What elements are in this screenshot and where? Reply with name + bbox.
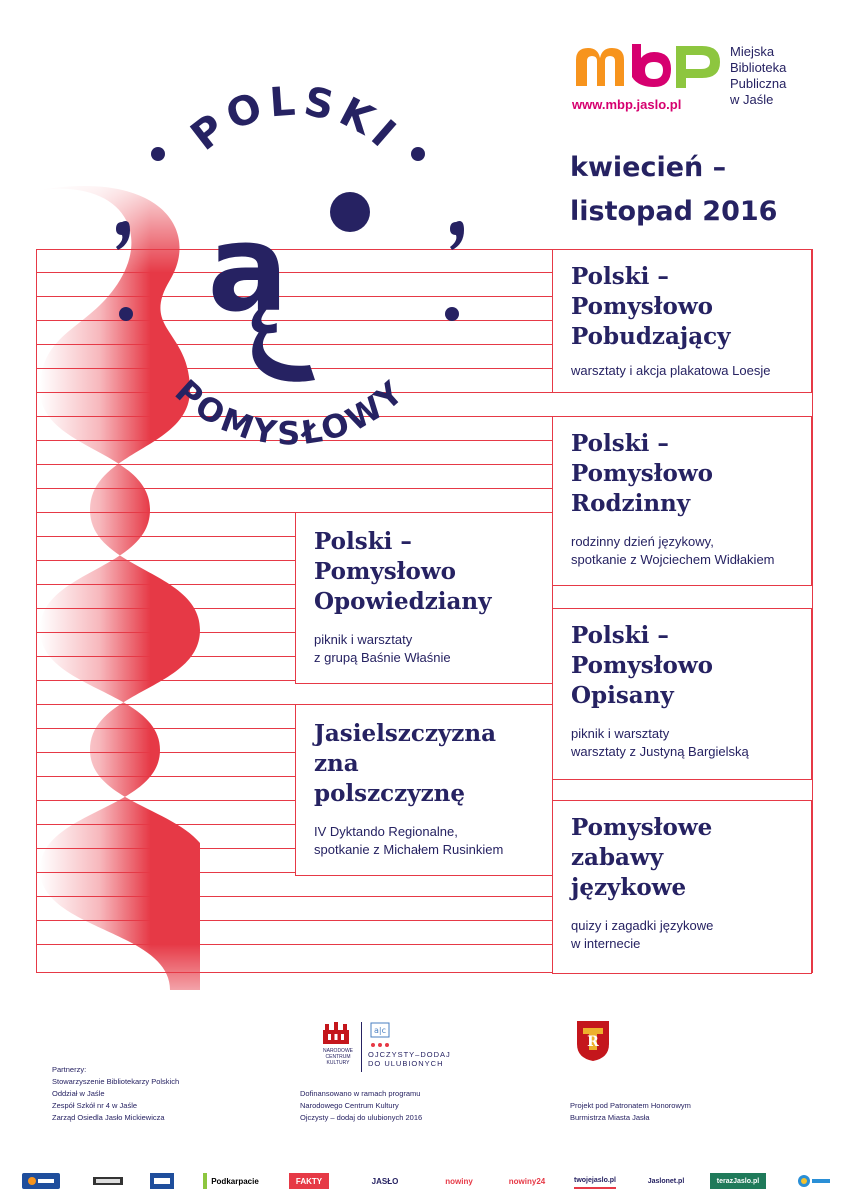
emblem-comma	[450, 221, 464, 250]
partners-text: Partnerzy: Stowarzyszenie Bibliotekarzy Polskich Oddział w Jaśle Zespół Szkół nr 4 w Jaśle Zarząd Osiedla Jasło Mickiewicza	[52, 1065, 180, 1122]
sponsor-logo: terazJaslo.pl	[710, 1173, 766, 1189]
library-logo[interactable]	[572, 42, 722, 110]
sponsor-logo	[22, 1173, 60, 1189]
sponsor-logo	[150, 1173, 174, 1189]
event-title: Polski – Pomysłowo Opisany	[571, 622, 713, 709]
emblem-dot	[330, 192, 370, 232]
patronage-text: Projekt pod Patronatem Honorowym Burmistrza Miasta Jasła	[570, 1101, 691, 1122]
event-desc: quizy i zagadki językowe w internecie	[571, 918, 714, 951]
ojczysty-logo-text: OJCZYSTY–DODAJ DO ULUBIONYCH	[368, 1050, 451, 1068]
event-box	[552, 608, 812, 780]
event-desc: IV Dyktando Regionalne, spotkanie z Michałem Rusinkiem	[314, 824, 504, 857]
event-desc: warsztaty i akcja plakatowa Loesje	[571, 363, 771, 378]
sponsor-logo	[796, 1173, 832, 1189]
event-desc: piknik i warsztaty z grupą Baśnie Właśnie	[314, 632, 451, 665]
ojczysty-dots-icon	[370, 1042, 390, 1048]
svg-text:POMYSŁOWY	[168, 372, 413, 450]
emblem-top-word: POLSKI	[182, 80, 409, 161]
jaslo-coat-of-arms-icon	[576, 1020, 610, 1062]
emblem-dot	[411, 147, 425, 161]
sponsor-logo: twojejaslo.pl	[574, 1173, 616, 1189]
sponsor-logo: JASŁO	[371, 1176, 399, 1186]
library-url[interactable]: www.mbp.jaslo.pl	[572, 97, 682, 112]
sponsor-logo: Podkarpacie	[203, 1173, 263, 1189]
event-desc: rodzinny dzień językowy, spotkanie z Wojciechem Widłakiem	[571, 534, 775, 567]
date-range: kwiecień – listopad 2016	[570, 152, 778, 227]
sponsor-logo: FAKTY	[289, 1173, 329, 1189]
sponsor-logo: nowiny24	[508, 1176, 546, 1186]
event-box	[552, 249, 812, 393]
event-box	[552, 416, 812, 586]
sponsor-logo	[92, 1173, 124, 1189]
ojczysty-heart-icon	[370, 1022, 390, 1038]
svg-text:a|c: a|c	[374, 1026, 386, 1035]
emblem-dot	[119, 307, 133, 321]
emblem-center-glyph: ą	[207, 200, 289, 339]
svg-text:R: R	[587, 1034, 599, 1050]
event-title: Polski – Pomysłowo Rodzinny	[571, 430, 713, 517]
emblem-dot	[151, 147, 165, 161]
emblem-dot	[445, 307, 459, 321]
nck-crown-icon	[323, 1022, 349, 1044]
event-box	[295, 704, 553, 876]
event-desc: piknik i warsztaty warsztaty z Justyną Bargielską	[571, 726, 749, 759]
library-name: Miejska Biblioteka Publiczna w Jaśle	[730, 44, 787, 107]
event-box	[295, 512, 553, 684]
ojczysty-logo	[368, 1022, 478, 1068]
nck-logo-text: NARODOWE CENTRUM KULTURY	[323, 1048, 353, 1066]
emblem-bottom-word: POMYSŁOWY	[167, 372, 413, 450]
event-title: Polski – Pomysłowo Pobudzający	[571, 263, 731, 350]
nck-logo	[318, 1022, 358, 1066]
sponsor-logo: Jaslonet.pl	[647, 1177, 685, 1185]
event-title: Jasielszczyzna zna polszczyznę	[314, 720, 496, 807]
event-title: Pomysłowe zabawy językowe	[571, 814, 713, 901]
emblem-comma	[116, 221, 130, 250]
svg-text:POLSKI	[183, 80, 409, 160]
mbp-logo-graphic	[572, 42, 722, 90]
event-title: Polski – Pomysłowo Opowiedziany	[314, 528, 492, 615]
funding-text: Dofinansowano w ramach programu Narodowego Centrum Kultury Ojczysty – dodaj do ulubionych 2016	[300, 1089, 423, 1122]
polski-pomyslowy-emblem	[100, 80, 480, 450]
sponsor-logo: nowiny	[445, 1176, 473, 1186]
logo-divider	[361, 1022, 362, 1072]
event-box	[552, 800, 812, 974]
